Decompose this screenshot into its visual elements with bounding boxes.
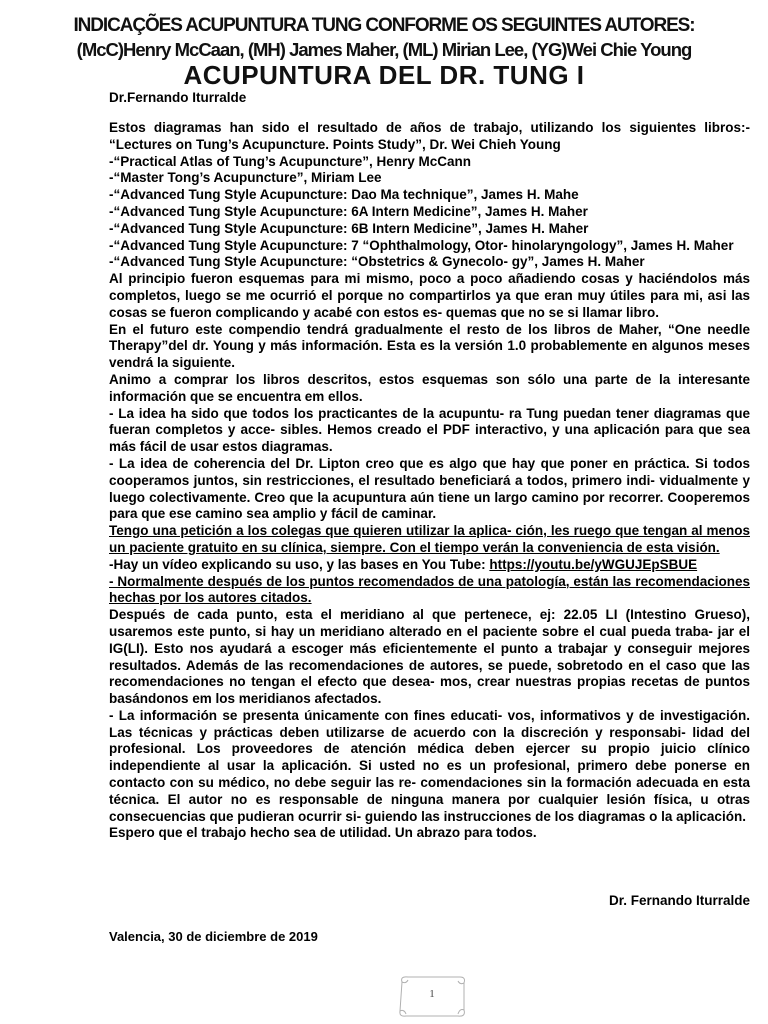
closing-paragraph: Espero que el trabajo hecho sea de utilidad. Un abrazo para todos.: [109, 825, 537, 841]
book-item: -“Advanced Tung Style Acupuncture: 6A Intern Medicine”, James H. Maher: [109, 203, 588, 219]
book-item: -“Advanced Tung Style Acupuncture: Dao Ma technique”, James H. Mahe: [109, 187, 579, 203]
book-item: -“Advanced Tung Style Acupuncture: 7 “Ophthalmology, Otor- hinolaryngology”, James H. Maher: [109, 237, 734, 253]
paragraph: - La idea de coherencia del Dr. Lipton creo que es algo que hay que poner en práctica. Si todos cooperamos juntos, sin restricciones, el resultado beneficiará a todos, primero indi- vidualmente y luego colectivamente. Creo que la acupuntura aún tiene un largo camino por recorrer. Cooperemos para que ese camino sea amplio y fácil de caminar.: [109, 455, 750, 522]
paragraph: - La idea ha sido que todos los practicantes de la acupuntu- ra Tung puedan tener diagramas que fueran completos y acce- sibles. Hemos creado el PDF interactivo, y una aplicación para que sea más fácil de usar estos diagramas.: [109, 405, 750, 455]
document-body: [109, 120, 750, 842]
paragraph: Después de cada punto, esta el meridiano al que pertenece, ej: 22.05 LI (Intestino Grueso), usaremos este punto, si hay un meridiano alterado en el paciente sobre el cual pueda traba- jar el IG(LI). Esto nos ayudará a escoger más eficientemente el punto a trabajar y conseguir mejores resultados. Además de las recomendaciones de autores, se puede, sobretodo en el caso que las recomendaciones no tengan el efecto que desea- mos, crear nuestras propias recetas de puntos basándonos em los meridianos afectados.: [109, 607, 750, 707]
paragraph: En el futuro este compendio tendrá gradualmente el resto de los libros de Maher, “One needle Therapy”del dr. Young y más información. Esta es la versión 1.0 probablemente en algunos meses vendrá la siguiente.: [109, 321, 750, 371]
book-item: -“Practical Atlas of Tung’s Acupuncture”, Henry McCann: [109, 153, 472, 169]
youtube-link[interactable]: https://youtu.be/yWGUJEpSBUE: [489, 556, 698, 572]
paragraph: Estos diagramas han sido el resultado de años de trabajo, utilizando los siguientes libros:- “Lectures on Tung’s Acupuncture. Points Study”, Dr. Wei Chieh Young: [109, 120, 750, 152]
petition-paragraph: Tengo una petición a los colegas que quieren utilizar la aplica- ción, les ruego que tengan al menos un paciente gratuito en su clínica, siempre. Con el tiempo verán la conveniencia de esta visión.: [109, 523, 750, 555]
document-title: ACUPUNTURA DEL DR. TUNG I: [183, 60, 585, 90]
signature: Dr. Fernando Iturralde: [608, 893, 750, 908]
header-line-1: INDICAÇÕES ACUPUNTURA TUNG CONFORME OS SEGUINTES AUTORES:: [73, 15, 695, 36]
date-line: Valencia, 30 de diciembre de 2019: [109, 929, 318, 944]
video-text: -Hay un vídeo explicando su uso, y las bases en You Tube:: [109, 556, 490, 572]
book-item: -“Master Tong’s Acupuncture”, Miriam Lee: [109, 170, 382, 186]
book-item: -“Advanced Tung Style Acupuncture: 6B Intern Medicine”, James H. Maher: [109, 220, 589, 236]
note-paragraph: - Normalmente después de los puntos recomendados de una patología, están las recomendaciones hechas por los autores citados.: [109, 573, 750, 606]
author-name: Dr.Fernando Iturralde: [109, 90, 247, 105]
video-paragraph: [109, 557, 750, 574]
page-number-scroll: [394, 974, 470, 1020]
paragraph: Al principio fueron esquemas para mi mismo, poco a poco añadiendo cosas y haciéndolos más completos, luego se me ocurrió el porque no compartirlos ya que eran muy útiles para mi, asi las cosas se fueron complicando y acabé con estos es- quemas que no se si llamar libro.: [109, 271, 750, 320]
header-line-2: (McC)Henry McCaan, (MH) James Maher, (ML) Mirian Lee, (YG)Wei Chie Young: [76, 39, 692, 60]
paragraph: Animo a comprar los libros descritos, estos esquemas son sólo una parte de la interesante información que se encuentra em ellos.: [109, 371, 750, 404]
disclaimer-paragraph: - La información se presenta únicamente con fines educati- vos, informativos y de investigación. Las técnicas y prácticas deben utilizarse de acuerdo con la discreción y responsabi- lidad del profesional. Los proveedores de atención médica deben ejercer su propio juicio clínico independiente al usar la aplicación. Si usted no es un profesional, primero debe ponerse en contacto con su médico, no debe seguir las re- comendaciones sin la formación adecuada en esta técnica. El autor no es responsable de ninguna manera por cualquier lesión física, u otras consecuencias que pudieran ocurrir si- guiendo las instrucciones de los diagramas o la aplicación.: [109, 707, 750, 824]
book-item: -“Advanced Tung Style Acupuncture: “Obstetrics & Gynecolo- gy”, James H. Maher: [109, 254, 645, 270]
page-number: 1: [429, 988, 435, 1000]
